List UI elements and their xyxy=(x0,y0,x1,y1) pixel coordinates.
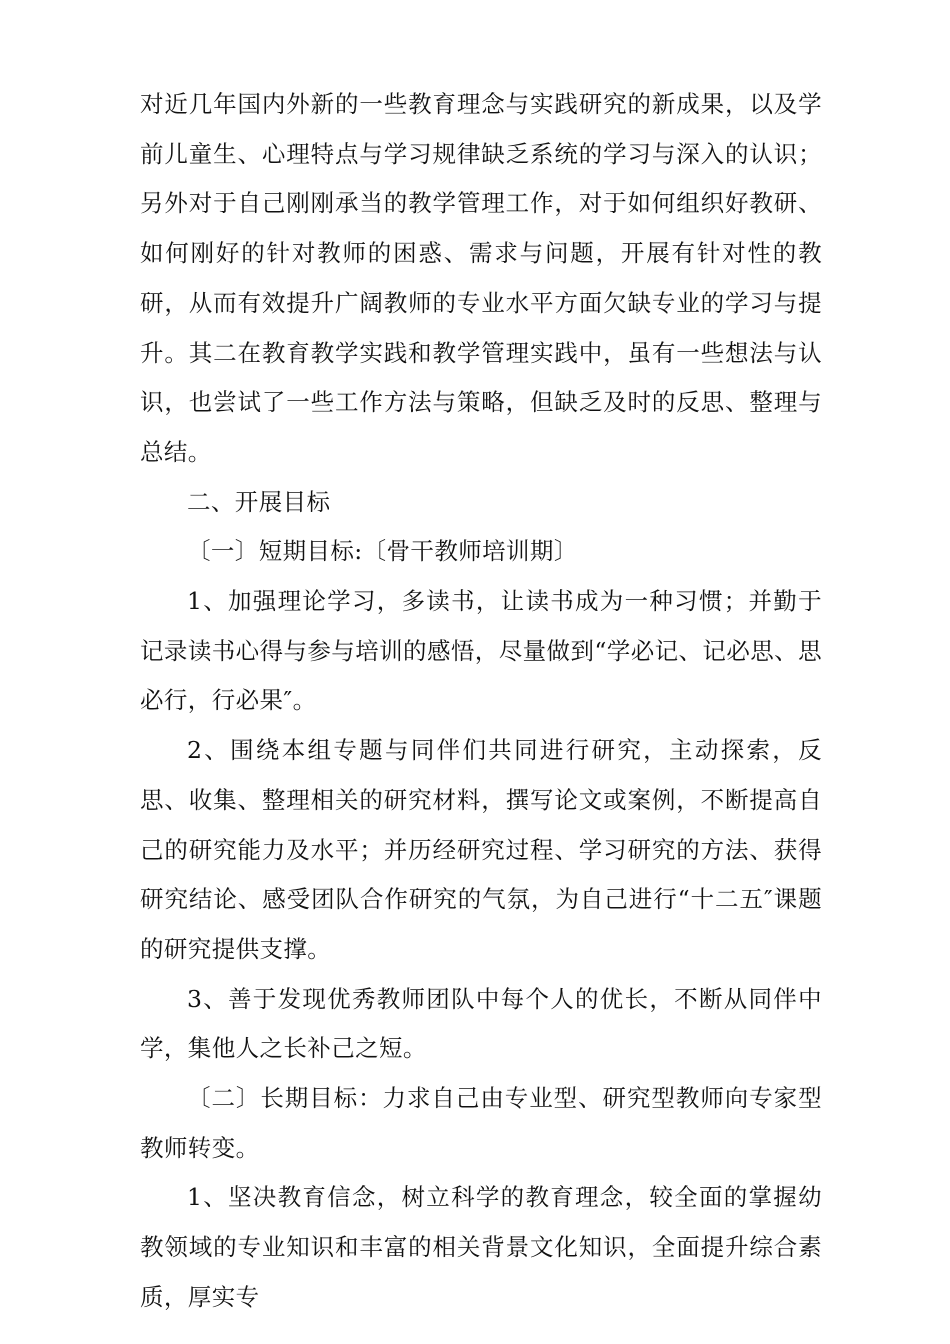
document-page xyxy=(140,80,822,1323)
paragraph-background: 对近几年国内外新的一些教育理念与实践研究的新成果，以及学前儿童生、心理特点与学习规律缺乏系统的学习与深入的认识；另外对于自己刚刚承当的教学管理工作，对于如何组织好教研、如何刚好的针对教师的困惑、需求与问题，开展有针对性的教研，从而有效提升广阔教师的专业水平方面欠缺专业的学习与提升。其二在教育教学实践和教学管理实践中，虽有一些想法与认识，也尝试了一些工作方法与策略，但缺乏及时的反思、整理与总结。 xyxy=(140,90,822,466)
section-heading-goals: 二、开展目标 xyxy=(187,487,331,516)
subheading-long-term: 〔二〕长期目标：力求自己由专业型、研究型教师向专家型教师转变。 xyxy=(140,1084,822,1162)
list-item-short-3: 3、善于发现优秀教师团队中每个人的优长，不断从同伴中学，集他人之长补己之短。 xyxy=(140,984,822,1063)
subheading-short-term: 〔一〕短期目标:〔骨干教师培训期〕 xyxy=(187,537,578,566)
list-item-short-2: 2、围绕本组专题与同伴们共同进行研究，主动探索，反思、收集、整理相关的研究材料，撰写论文或案例，不断提高自己的研究能力及水平；并历经研究过程、学习研究的方法、获得研究结论、感受团队合作研究的气氛，为自己进行“十二五″课题的研究提供支撑。 xyxy=(140,736,822,963)
list-item-long-1: 1、坚决教育信念，树立科学的教育理念，较全面的掌握幼教领域的专业知识和丰富的相关背景文化知识，全面提升综合素质，厚实专 xyxy=(140,1183,822,1311)
list-item-short-1: 1、加强理论学习，多读书，让读书成为一种习惯；并勤于记录读书心得与参与培训的感悟，尽量做到“学必记、记必思、思必行，行必果″。 xyxy=(140,587,822,715)
